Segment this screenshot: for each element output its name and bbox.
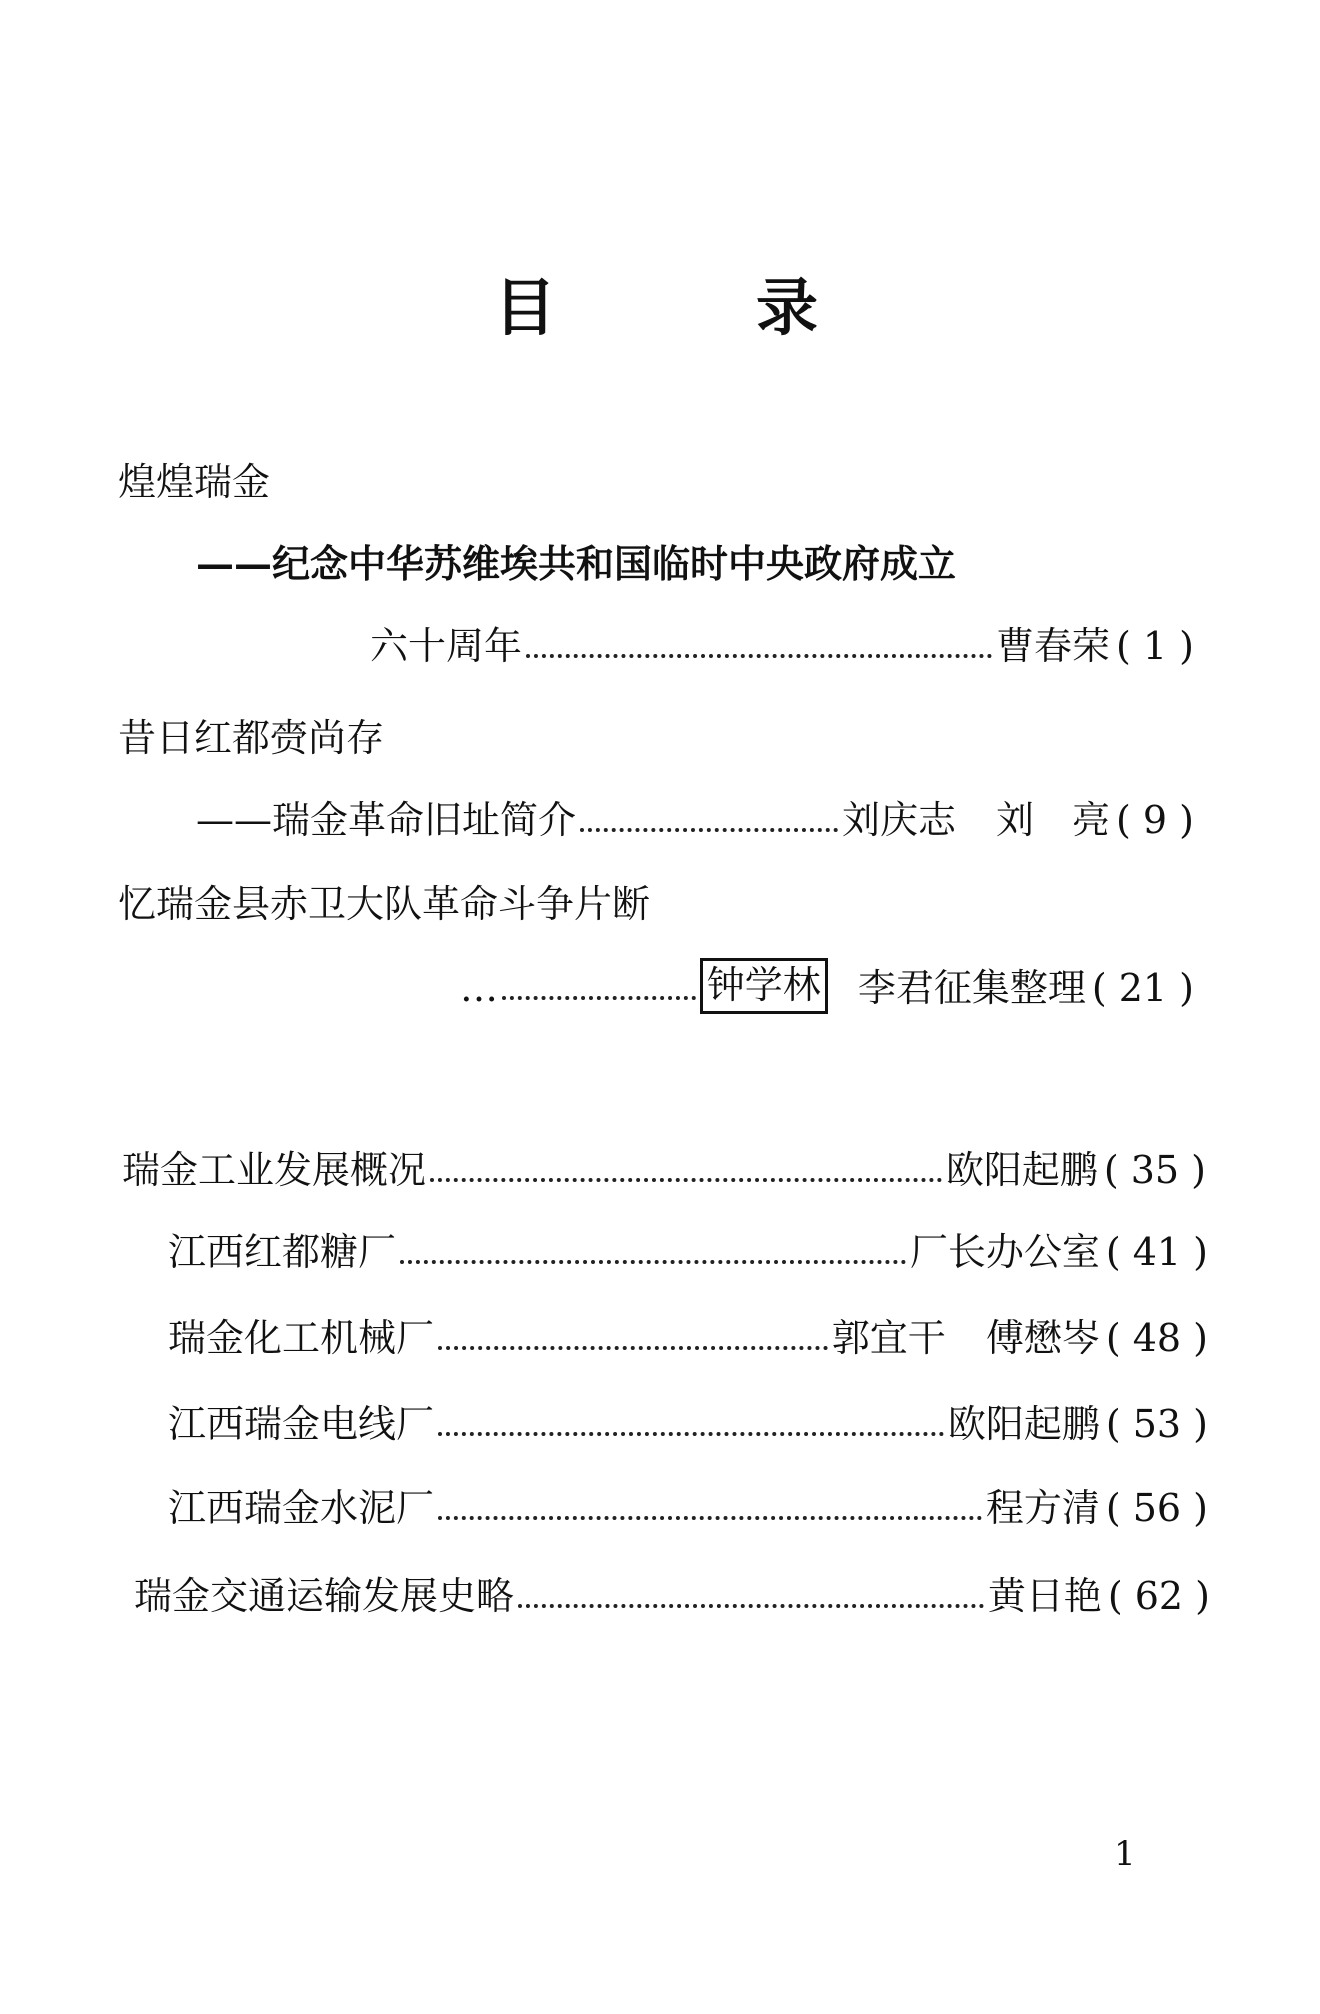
toc-entry-row [370,618,1194,674]
toc-entry-subtitle: ——纪念中华苏维埃共和国临时中央政府成立 [196,541,957,586]
toc-entry-page: ( 9 ) [1116,798,1194,842]
toc-entry-row [168,1310,1208,1366]
dot-leader [526,618,992,674]
toc-entry-page: ( 21 ) [1091,966,1194,1010]
toc-entry-author: 李君征集整理 [857,966,1086,1010]
title-char-1: 目 [494,271,557,344]
toc-entry-row [168,1480,1208,1536]
toc-entry-title: 江西瑞金电线厂 [168,1402,435,1446]
dot-leader [502,960,696,1016]
toc-entry-page: ( 35 ) [1103,1148,1206,1192]
page-number: 1 [1114,1834,1136,1874]
toc-entry-title: 瑞金化工机械厂 [168,1316,435,1360]
dot-leader [430,1142,942,1198]
toc-entry-subtitle: 六十周年 [370,624,523,668]
toc-entry-prefix: … [460,966,498,1010]
toc-entry-author: 厂长办公室 [909,1230,1100,1274]
toc-entry-row [122,1142,1206,1198]
toc-entry-title: 忆瑞金县赤卫大队革命斗争片断 [118,882,651,926]
toc-entry-author: 欧阳起鹏 [945,1148,1098,1192]
toc-entry-page: ( 62 ) [1107,1574,1210,1618]
toc-entry-author: 曹春荣 [995,624,1110,668]
title-char-2: 录 [756,271,819,344]
toc-entry-row [168,1396,1208,1452]
toc-entry-row [168,1224,1208,1280]
toc-entry-title: 江西红都糖厂 [168,1230,397,1274]
toc-entry-page: ( 1 ) [1116,624,1194,668]
toc-entry-title: 瑞金工业发展概况 [122,1148,427,1192]
toc-entry-author-boxed: 钟学林 [700,958,828,1014]
toc-entry-page: ( 56 ) [1105,1486,1208,1530]
toc-entry-page: ( 41 ) [1105,1230,1208,1274]
page-title [494,268,824,348]
toc-entry-title: 江西瑞金水泥厂 [168,1486,435,1530]
dot-leader [438,1310,828,1366]
dot-leader [400,1224,906,1280]
toc-entry-title: 煌煌瑞金 [118,460,271,504]
toc-entry-author: 欧阳起鹏 [947,1402,1100,1446]
toc-entry-author: 刘 亮 [995,798,1110,842]
dot-leader [438,1396,944,1452]
toc-entry-author: 刘庆志 [841,798,956,842]
toc-entry-author: 黄日艳 [987,1574,1102,1618]
toc-entry-row [196,792,1194,848]
dot-leader [580,792,838,848]
toc-entry-row [460,960,1194,1016]
toc-entry-author: 程方清 [985,1486,1100,1530]
dot-leader [518,1568,984,1624]
toc-entry-page: ( 48 ) [1105,1316,1208,1360]
toc-entry-author: 傅懋岑 [985,1316,1100,1360]
toc-entry-row [134,1568,1210,1624]
toc-entry-page: ( 53 ) [1105,1402,1208,1446]
dot-leader [438,1480,982,1536]
toc-entry-title: 昔日红都赍尚存 [118,716,385,760]
toc-entry-subtitle: ——瑞金革命旧址简介 [196,798,577,842]
toc-entry-title: 瑞金交通运输发展史略 [134,1574,515,1618]
toc-entry-author: 郭宜干 [831,1316,946,1360]
